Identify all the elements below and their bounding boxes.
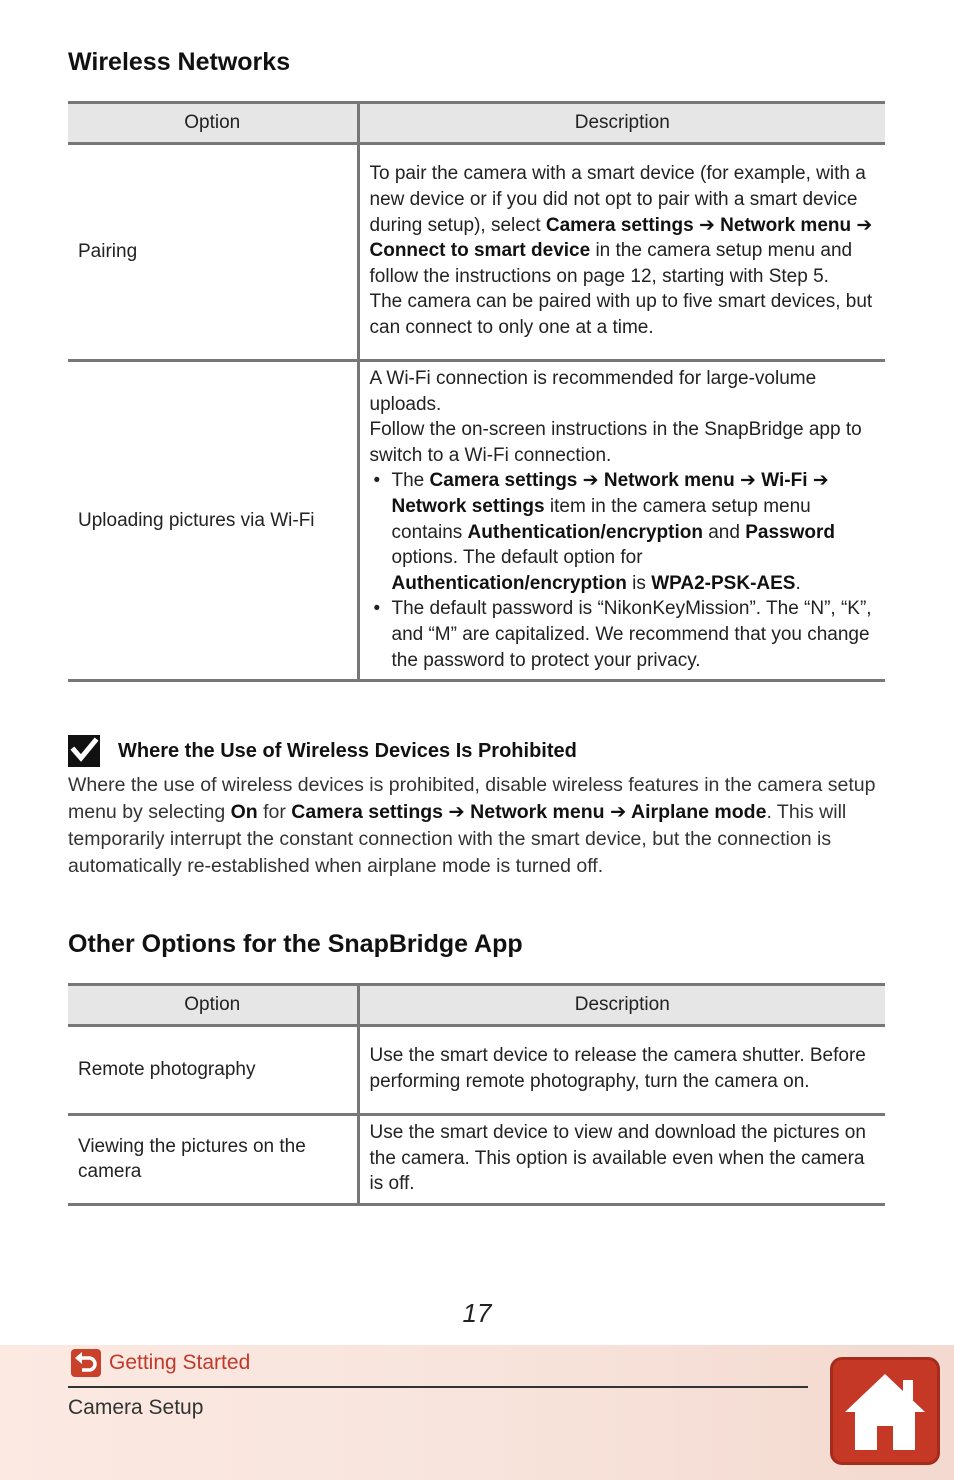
section-label: Camera Setup bbox=[68, 1396, 204, 1419]
table-row bbox=[68, 361, 885, 681]
text: in the camera setup menu and follow the instructions on page 12, starting with Step 5. bbox=[369, 240, 853, 287]
return-arrow-icon[interactable] bbox=[71, 1349, 101, 1377]
list-item: • The default password is “NikonKeyMission”. The “N”, “K”, and “M” are capitalized. We recommend that you change the password to protect your privacy. bbox=[392, 596, 878, 673]
menu-option: Password bbox=[745, 521, 835, 543]
text: . bbox=[795, 572, 801, 594]
snapbridge-options-table bbox=[68, 983, 885, 1206]
menu-value: On bbox=[230, 801, 258, 823]
menu-path: Camera settings ➔ Network menu ➔ Airplane mode bbox=[291, 801, 767, 823]
menu-path: Camera settings ➔ Network menu ➔ Wi-Fi ➔ Network settings bbox=[391, 470, 829, 517]
option-cell: Uploading pictures via Wi-Fi bbox=[68, 361, 358, 681]
description-cell bbox=[358, 361, 885, 681]
notice-title: Where the Use of Wireless Devices Is Prohibited bbox=[118, 739, 577, 762]
menu-path: Camera settings ➔ Network menu ➔ Connect to smart device bbox=[369, 214, 873, 262]
column-header-option: Option bbox=[68, 103, 358, 144]
notice-body bbox=[68, 772, 888, 880]
description-cell bbox=[358, 144, 885, 361]
text: . This will temporarily interrupt the constant connection with the smart device, but the connection is automatically re-established when airplane mode is turned off. bbox=[68, 801, 847, 877]
option-cell: Pairing bbox=[68, 144, 358, 361]
text: To pair the camera with a smart device (for example, with a new device or if you did not opt to pair with a smart device during setup), select bbox=[369, 163, 866, 236]
text: options. The default option for bbox=[391, 547, 643, 569]
text: is bbox=[626, 572, 652, 594]
text: for bbox=[257, 801, 292, 823]
column-header-option: Option bbox=[68, 985, 358, 1026]
list-item bbox=[392, 468, 878, 596]
description-cell: Use the smart device to release the camera shutter. Before performing remote photography, turn the camera on. bbox=[358, 1026, 885, 1115]
text: The bbox=[391, 470, 430, 492]
text: item in the camera setup menu contains bbox=[391, 495, 811, 543]
wireless-options-table bbox=[68, 101, 885, 682]
menu-option: Authentication/encryption bbox=[467, 521, 703, 543]
chapter-link-label[interactable]: Getting Started bbox=[109, 1351, 251, 1374]
description-paragraph bbox=[370, 161, 878, 289]
table-header-row bbox=[68, 985, 885, 1026]
table-row bbox=[68, 144, 885, 361]
page-number: 17 bbox=[462, 1298, 492, 1328]
table-row bbox=[68, 1026, 885, 1115]
checkmark-icon bbox=[68, 735, 100, 767]
description-paragraph: A Wi-Fi connection is recommended for large-volume uploads. bbox=[369, 368, 817, 415]
column-header-description: Description bbox=[358, 103, 885, 144]
home-button[interactable] bbox=[830, 1357, 940, 1465]
bullet-list bbox=[370, 468, 878, 673]
menu-value: WPA2-PSK-AES bbox=[651, 572, 796, 594]
notice-box bbox=[68, 732, 888, 880]
description-paragraph: The camera can be paired with up to five smart devices, but can connect to only one at a time. bbox=[369, 291, 873, 338]
description-paragraph: Follow the on-screen instructions in the SnapBridge app to switch to a Wi-Fi connection. bbox=[369, 419, 862, 466]
table-row bbox=[68, 1115, 885, 1205]
chapter-link[interactable] bbox=[71, 1349, 250, 1377]
text: Where the use of wireless devices is prohibited, disable wireless features in the camera setup menu by selecting bbox=[68, 774, 876, 823]
option-cell: Remote photography bbox=[68, 1026, 358, 1115]
column-header-description: Description bbox=[358, 985, 885, 1026]
home-icon[interactable] bbox=[833, 1360, 937, 1462]
table-header-row bbox=[68, 103, 885, 144]
wireless-networks-heading: Wireless Networks bbox=[68, 48, 291, 76]
snapbridge-options-heading: Other Options for the SnapBridge App bbox=[68, 930, 523, 958]
notice-header bbox=[68, 732, 888, 770]
text: and bbox=[702, 521, 746, 543]
description-cell: Use the smart device to view and download the pictures on the camera. This option is available even when the camera is off. bbox=[358, 1115, 885, 1205]
footer-divider bbox=[68, 1386, 808, 1388]
option-cell: Viewing the pictures on the camera bbox=[68, 1115, 358, 1205]
menu-option: Authentication/encryption bbox=[391, 572, 627, 594]
